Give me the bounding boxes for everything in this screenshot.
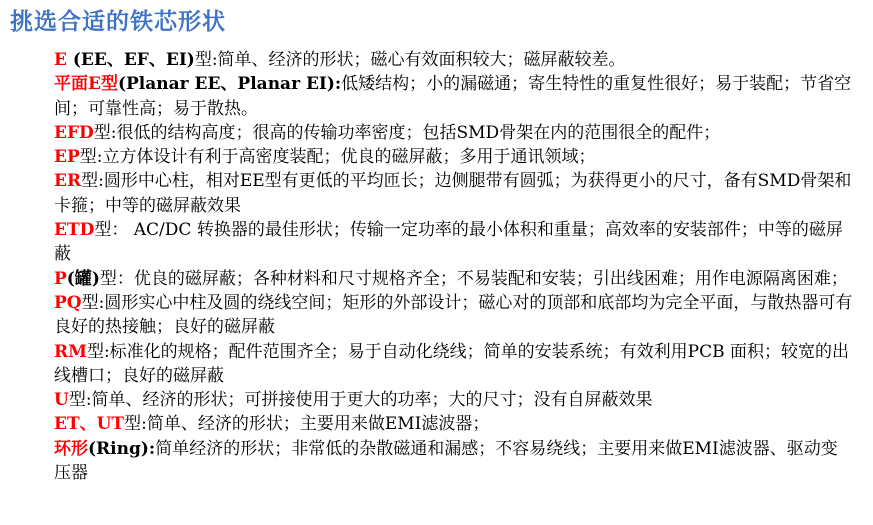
list-item-ring (54, 437, 854, 486)
slide-title: 挑选合适的铁芯形状 (10, 9, 226, 35)
list-item-ep (54, 145, 854, 169)
item-label: PQ (54, 292, 82, 313)
list-item-er (54, 169, 854, 218)
item-label: P (54, 268, 67, 289)
item-label: EFD (54, 122, 94, 143)
item-label: ER (54, 171, 82, 192)
item-label: RM (54, 341, 87, 362)
list-item-efd (54, 121, 854, 145)
item-description: 型： AC/DC 转换器的最佳形状；传输一定功率的最小体积和重量；高效率的安装部件；中等的磁屏蔽 (54, 220, 843, 265)
item-description: 型:圆形中心柱，相对EE型有更低的平均匝长；边侧腿带有圆弧；为获得更小的尺寸，备有SMD骨架和卡箍；中等的磁屏蔽效果 (54, 171, 852, 216)
item-label: 环形 (54, 438, 88, 459)
list-item-rm (54, 340, 854, 389)
item-description: 型:圆形实心中柱及圆的绕线空间；矩形的外部设计；磁心对的顶部和底部均为完全平面，与散热器可有良好的热接触；良好的磁屏蔽 (54, 292, 853, 338)
item-description: 型：优良的磁屏蔽；各种材料和尺寸规格齐全；不易装配和安装；引出线困难；用作电源隔离困难； (99, 268, 848, 289)
item-description: 型:标准化的规格；配件范围齐全；易于自动化绕线；简单的安装系统；有效利用PCB 面积；较宽的出线槽口；良好的磁屏蔽 (54, 341, 850, 386)
list-item-u (54, 388, 854, 412)
item-label: ETD (54, 220, 95, 241)
list-item-pq (54, 291, 854, 340)
item-description: 型:很低的结构高度；很高的传输功率密度；包括SMD骨架在内的范围很全的配件； (93, 122, 721, 143)
item-description: 型:简单、经济的形状；磁心有效面积较大；磁屏蔽较差。 (194, 50, 626, 70)
item-label: E (54, 50, 67, 70)
core-shape-list (54, 48, 854, 485)
item-label: ET、UT (54, 414, 125, 435)
item-keyword: (罐) (66, 268, 100, 289)
item-keyword: (Ring): (88, 438, 156, 459)
list-item-p-pot (54, 267, 854, 291)
item-description: 型:简单、经济的形状；主要用来做EMI滤波器； (124, 414, 490, 435)
item-label: U (54, 390, 69, 411)
list-item-et-ut (54, 412, 854, 436)
item-description: 型:简单、经济的形状；可拼接使用于更大的功率；大的尺寸；没有自屏蔽效果 (68, 390, 653, 411)
list-item-planar-e (54, 72, 854, 121)
item-label: EP (54, 147, 80, 168)
list-item-etd (54, 218, 854, 267)
item-label: 平面E型 (54, 74, 118, 95)
item-keyword: (Planar EE、Planar EI): (117, 74, 342, 95)
item-keyword: (EE、EF、EI) (66, 50, 195, 70)
list-item-e (54, 48, 854, 72)
item-description: 简单经济的形状；非常低的杂散磁通和漏感；不容易绕线；主要用来做EMI滤波器、驱动变压器 (54, 438, 838, 484)
item-description: 低矮结构；小的漏磁通；寄生特性的重复性很好；易于装配；节省空间；可靠性高；易于散热。 (54, 74, 852, 119)
item-description: 型:立方体设计有利于高密度装配；优良的磁屏蔽；多用于通讯领域； (79, 147, 596, 168)
